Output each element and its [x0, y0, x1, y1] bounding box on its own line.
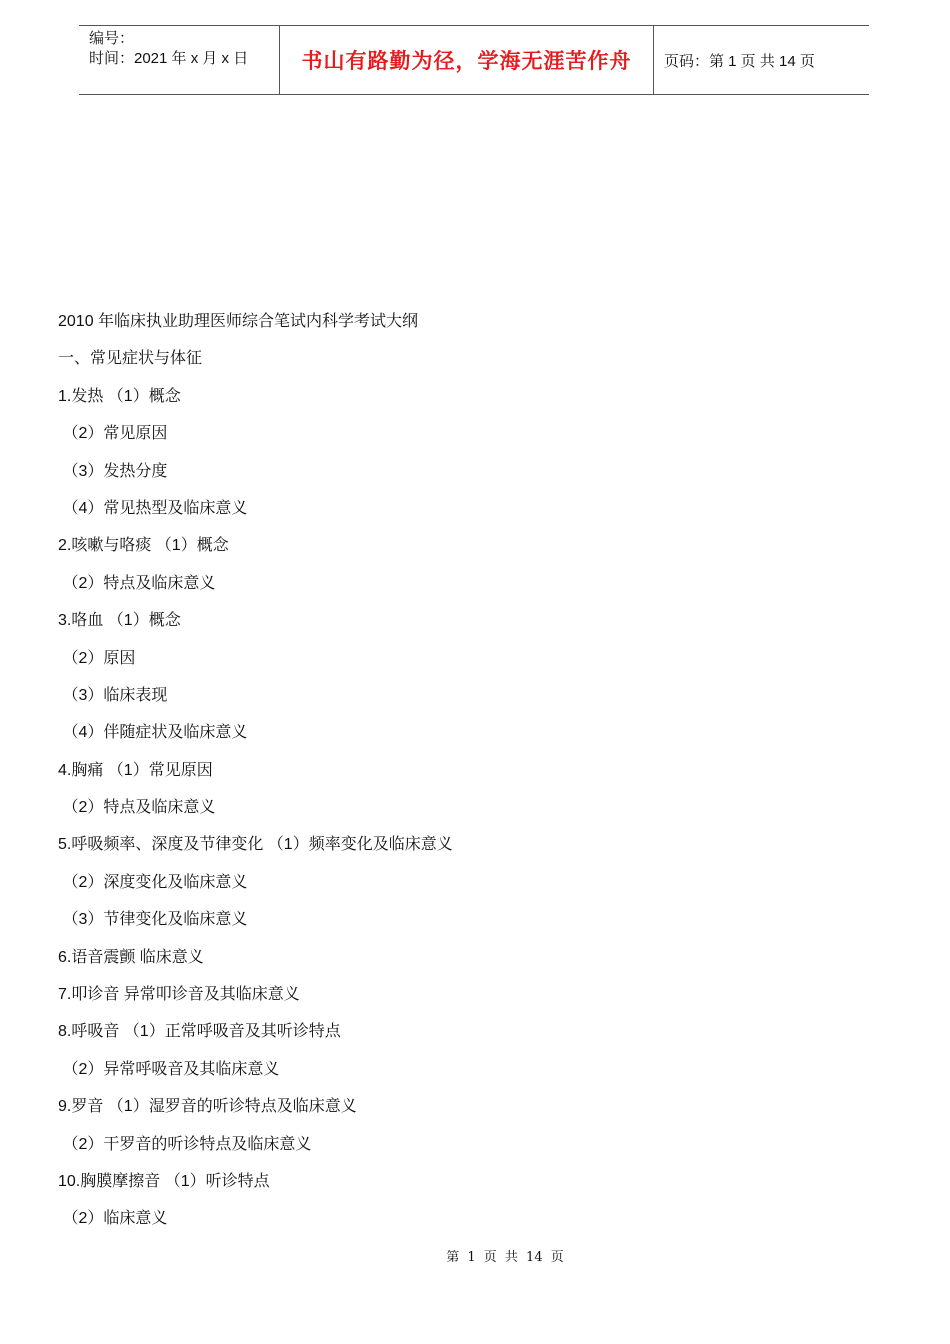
list-item: 7.叩诊音 异常叩诊音及其临床意义 — [58, 986, 300, 1004]
list-item: （4）常见热型及临床意义 — [58, 499, 248, 517]
header-meta — [79, 26, 280, 94]
list-item: 10.胸膜摩擦音 （1）听诊特点 — [58, 1172, 270, 1190]
number-label: 编号： — [89, 30, 135, 47]
list-item: （2）常见原因 — [58, 425, 168, 443]
list-item: （2）异常呼吸音及其临床意义 — [58, 1060, 280, 1078]
list-item: （2）原因 — [58, 649, 136, 667]
list-item: 6.语音震颤 临床意义 — [58, 948, 204, 966]
list-item: （3）临床表现 — [58, 686, 168, 704]
list-item: 8.呼吸音 （1）正常呼吸音及其听诊特点 — [58, 1023, 341, 1041]
time-label: 时间：2021 年 x 月 x 日 — [89, 50, 249, 67]
list-item: 4.胸痛 （1）常见原因 — [58, 761, 213, 779]
list-item: 1.发热 （1）概念 — [58, 387, 181, 405]
page-header — [79, 25, 869, 95]
list-item: 2.咳嗽与咯痰 （1）概念 — [58, 537, 229, 555]
list-item: （2）干罗音的听诊特点及临床意义 — [58, 1135, 312, 1153]
list-item: （3）节律变化及临床意义 — [58, 911, 248, 929]
document-body — [58, 308, 878, 1243]
list-item: 9.罗音 （1）湿罗音的听诊特点及临床意义 — [58, 1098, 357, 1116]
list-item: （2）特点及临床意义 — [58, 799, 216, 817]
page-footer: 第 1 页 共 14 页 — [446, 1250, 564, 1265]
list-item: 一、常见症状与体征 — [58, 350, 203, 368]
list-item: （4）伴随症状及临床意义 — [58, 724, 248, 742]
list-item: 3.咯血 （1）概念 — [58, 612, 181, 630]
list-item: 5.呼吸频率、深度及节律变化 （1）频率变化及临床意义 — [58, 836, 453, 854]
list-item: （2）特点及临床意义 — [58, 574, 216, 592]
list-item: （2）深度变化及临床意义 — [58, 873, 248, 891]
document-title: 2010 年临床执业助理医师综合笔试内科学考试大纲 — [58, 313, 419, 330]
list-item: （3）发热分度 — [58, 462, 168, 480]
list-item: （2）临床意义 — [58, 1210, 168, 1228]
header-page-label: 页码：第 1 页 共 14 页 — [664, 52, 815, 70]
header-motto: 书山有路勤为径，学海无涯苦作舟 — [280, 26, 654, 94]
